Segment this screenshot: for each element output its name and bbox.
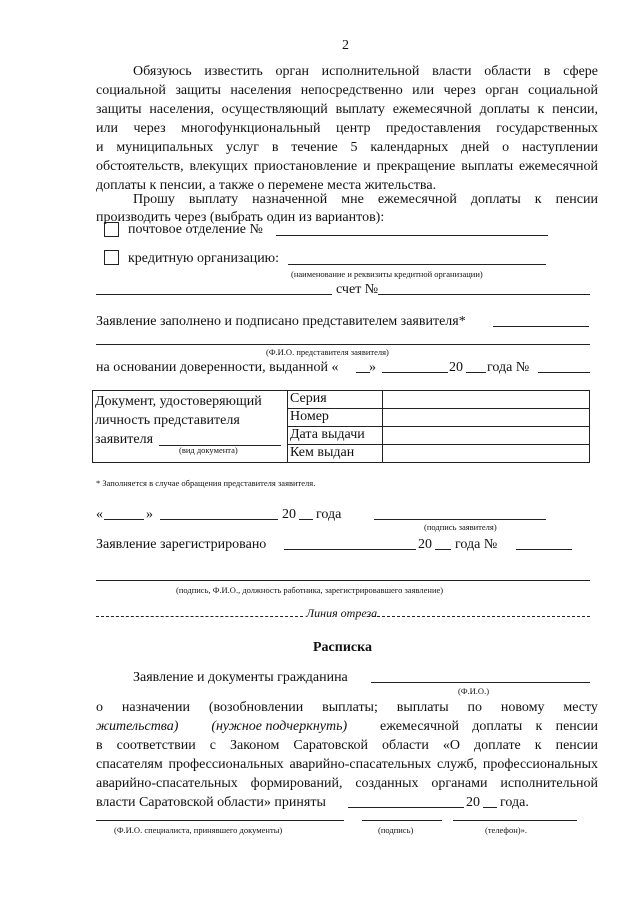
citizen-name-caption: (Ф.И.О.) [458, 686, 490, 696]
date-year-line[interactable] [299, 519, 313, 520]
para1-line-6: обстоятельств, влекущих приостановление и прекращение выплаты ежемесячной [96, 159, 598, 174]
issue-date-label: Дата выдачи [288, 427, 383, 445]
receipt-word-2: назначении [121, 700, 190, 715]
date-suffix: года [316, 507, 342, 522]
issued-by-label: Кем выдан [288, 445, 383, 463]
para1-line-1: Обязуюсь известить орган исполнительной власти области в сфере [133, 64, 598, 79]
applicant-signature-line[interactable] [374, 519, 546, 520]
representative-label: Заявление заполнено и подписано представителем заявителя* [96, 314, 466, 329]
receipt-underline-note: (нужное подчеркнуть) [211, 719, 348, 734]
date-year: 20 [282, 507, 296, 522]
specialist-signature-caption: (подпись) [378, 825, 414, 835]
proxy-day-line[interactable] [356, 372, 370, 373]
para1-line-2: социальной защиты населения непосредственно или через орган социальной [96, 83, 598, 98]
registered-suffix: года № [455, 537, 498, 552]
receipt-word-6: по [467, 700, 482, 715]
proxy-suffix: года № [487, 360, 530, 375]
para1-line-5: и муниципальных услуг в течение 5 календарных дней о наступлении [96, 140, 598, 155]
worker-signature-line[interactable] [96, 580, 590, 581]
registered-year-line[interactable] [435, 549, 451, 550]
citizen-name-line[interactable] [371, 682, 590, 683]
footnote: * Заполняется в случае обращения представителя заявителя. [96, 478, 316, 488]
document-type-caption: (вид документа) [179, 445, 238, 455]
applicant-signature-caption: (подпись заявителя) [424, 522, 497, 532]
registered-label: Заявление зарегистрировано [96, 537, 267, 552]
number-label: Номер [288, 409, 383, 427]
para1-line-3: защиты населения, осуществляющий выплату ежемесячной доплаты к пенсии, [96, 102, 598, 117]
registered-number-line[interactable] [516, 549, 572, 550]
receipt-word-3: (возобновлении [208, 700, 304, 715]
receipt-body-line-5: аварийно-спасательных формирований, созданных органами исполнительной [96, 776, 598, 791]
representative-caption: (Ф.И.О. представителя заявителя) [266, 347, 389, 357]
receipt-year: 20 [466, 795, 480, 810]
proxy-prefix: на основании доверенности, выданной « [96, 360, 339, 375]
worker-caption: (подпись, Ф.И.О., должность работника, зарегистрировавшего заявление) [176, 585, 444, 595]
specialist-name-line[interactable] [96, 820, 344, 821]
receipt-residence-word: жительства) [96, 719, 179, 734]
proxy-month-line[interactable] [382, 372, 448, 373]
receipt-body-line-3: в соответствии с Законом Саратовской области «О доплате к пенсии [96, 738, 598, 753]
receipt-supplement-text: ежемесячной доплаты к пенсии [380, 719, 598, 734]
date-open-quote: « [96, 507, 103, 522]
cut-line-right [367, 616, 590, 617]
receipt-word-7: новому [500, 700, 545, 715]
receipt-body-line-6: власти Саратовской области» приняты [96, 795, 326, 810]
post-office-number-line[interactable] [276, 235, 548, 236]
receipt-word-4: выплаты; [322, 700, 378, 715]
receipt-body-line-1 [96, 698, 598, 717]
specialist-phone-caption: (телефон)». [485, 825, 527, 835]
credit-org-checkbox[interactable] [104, 250, 119, 265]
receipt-line-1: Заявление и документы гражданина [133, 670, 348, 685]
document-type-cell [93, 391, 288, 463]
receipt-date-line[interactable] [348, 807, 464, 808]
receipt-body-line-4: спасателям профессиональных аварийно-спасательных служб, профессиональных [96, 757, 598, 772]
credit-org-caption: (наименование и реквизиты кредитной организации) [291, 269, 483, 279]
issued-by-value[interactable] [383, 445, 590, 463]
receipt-word-1: о [96, 700, 103, 715]
receipt-title: Расписка [313, 640, 372, 655]
receipt-body-line-2 [96, 717, 598, 736]
receipt-year-line[interactable] [483, 807, 497, 808]
receipt-year-suffix: года. [500, 795, 529, 810]
proxy-year: 20 [449, 360, 463, 375]
document-label-line-2: личность представителя [95, 413, 240, 428]
date-month-line[interactable] [160, 519, 278, 520]
credit-org-name-line[interactable] [288, 264, 546, 265]
registered-date-line[interactable] [284, 549, 416, 550]
date-day-line[interactable] [104, 519, 144, 520]
credit-org-details-line[interactable] [96, 294, 332, 295]
identity-document-table [92, 390, 590, 463]
para2-line-1: Прошу выплату назначенной мне ежемесячной доплаты к пенсии [133, 192, 598, 207]
credit-org-label: кредитную организацию: [128, 251, 280, 266]
number-value[interactable] [383, 409, 590, 427]
registered-year: 20 [418, 537, 432, 552]
receipt-word-8: месту [563, 700, 598, 715]
series-value[interactable] [383, 391, 590, 409]
account-number-line[interactable] [378, 294, 590, 295]
receipt-word-5: выплаты [396, 700, 449, 715]
date-close-quote: » [146, 507, 153, 522]
post-office-label: почтовое отделение № [128, 222, 263, 237]
cut-line-label: Линия отреза [306, 606, 378, 620]
issue-date-value[interactable] [383, 427, 590, 445]
representative-name-line[interactable] [96, 344, 590, 345]
representative-line-end[interactable] [493, 326, 589, 327]
para1-line-4: или через многофункциональный центр предоставления государственных [96, 121, 598, 136]
specialist-signature-line[interactable] [362, 820, 442, 821]
specialist-name-caption: (Ф.И.О. специалиста, принявшего документы) [114, 825, 283, 835]
proxy-mid: » [369, 360, 376, 375]
document-label-line-3: заявителя [95, 432, 154, 447]
para2-line-2: производить через (выбрать один из вариантов): [96, 210, 385, 225]
account-label: счет № [336, 282, 379, 297]
cut-line-left [96, 616, 303, 617]
proxy-number-line[interactable] [538, 372, 590, 373]
proxy-year-line[interactable] [466, 372, 486, 373]
specialist-phone-line[interactable] [453, 820, 577, 821]
para1-line-7: доплаты к пенсии, а также о перемене места жительства. [96, 178, 437, 193]
post-office-checkbox[interactable] [104, 222, 119, 237]
page-number: 2 [342, 38, 349, 53]
series-label: Серия [288, 391, 383, 409]
document-label-line-1: Документ, удостоверяющий [95, 394, 262, 409]
